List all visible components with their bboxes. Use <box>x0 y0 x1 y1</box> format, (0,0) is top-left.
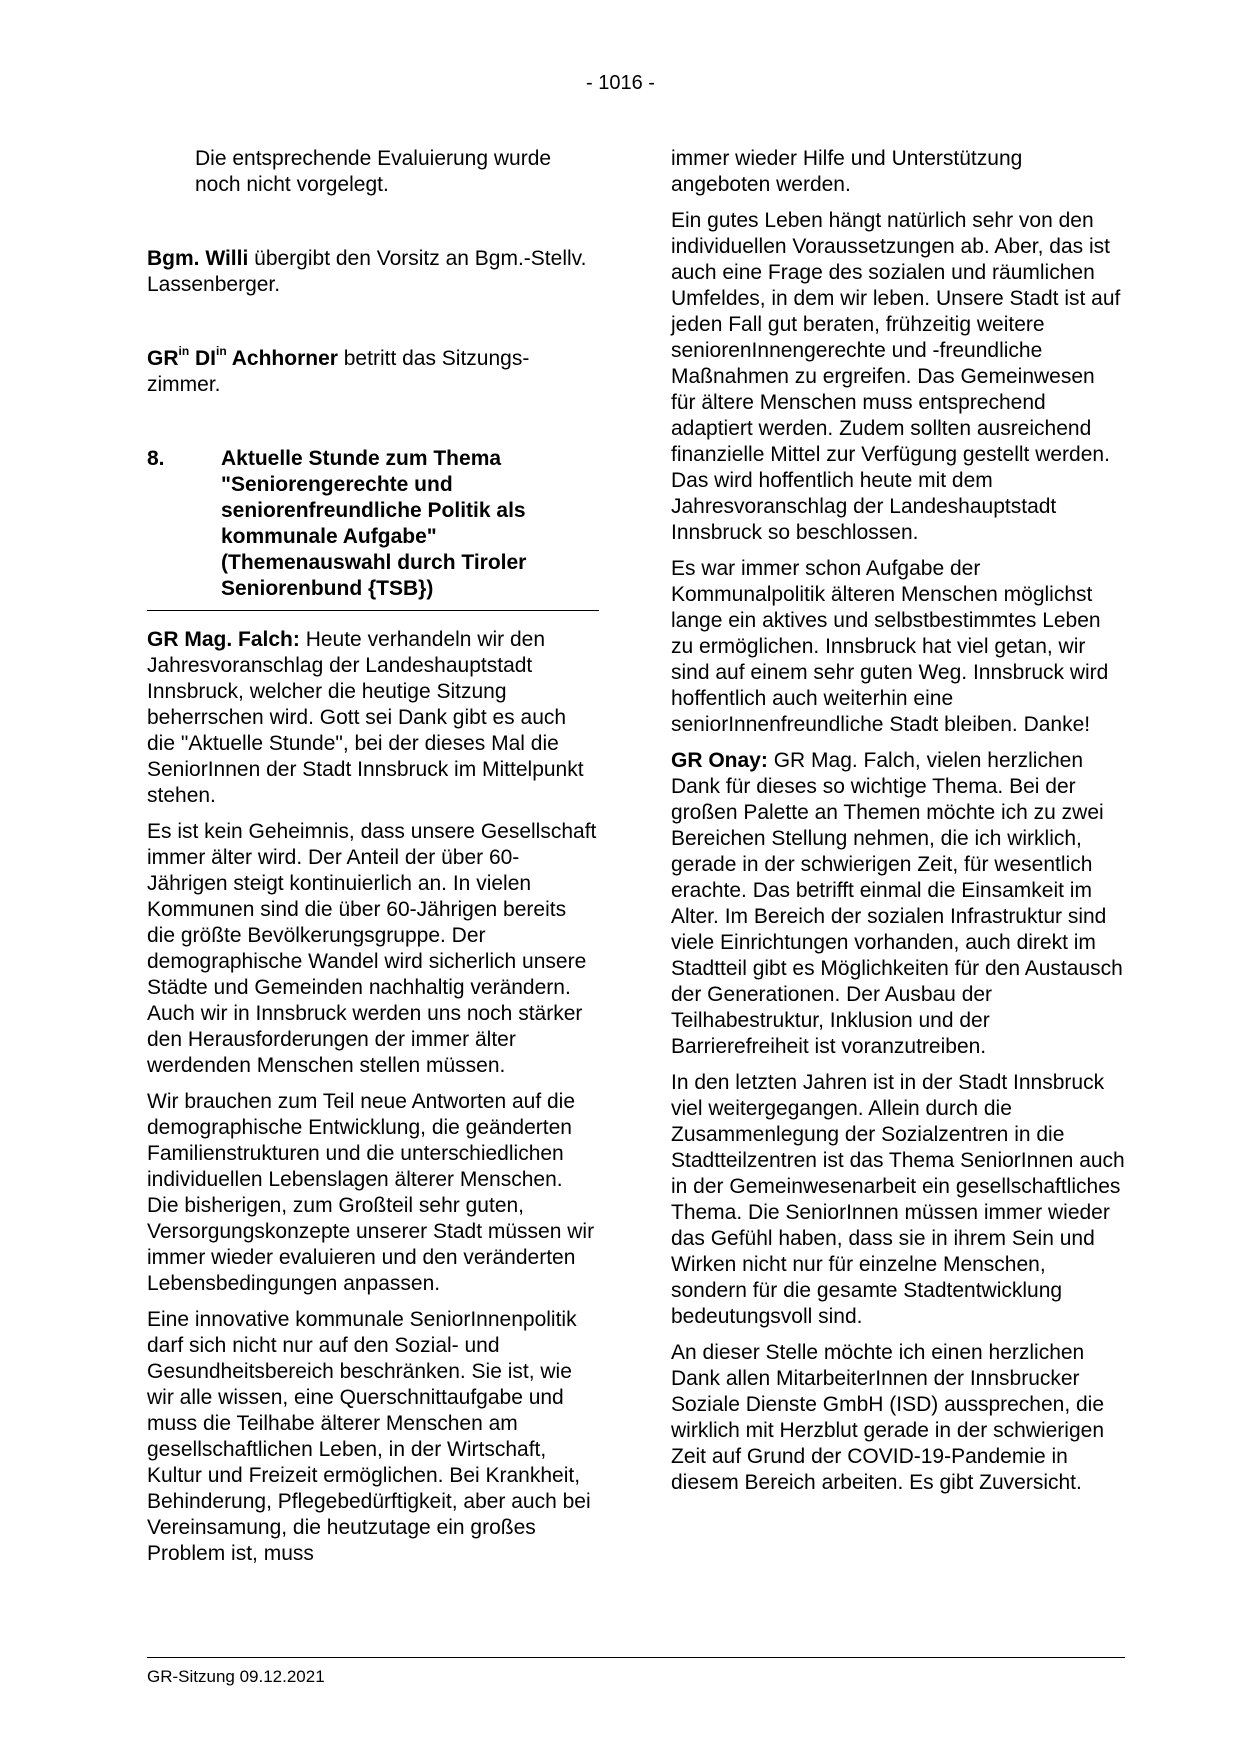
paragraph: An dieser Stelle möchte ich einen herzlichen Dank allen MitarbeiterInnen der Innsbrucker Soziale Dienste GmbH (ISD) aussprechen, die wirklich mit Herzblut gerade in der schwierigen Zeit auf Grund der COVID-19-Pandemie in diesem Bereich arbeiten. Es gibt Zuversicht. <box>671 1341 1105 1494</box>
speech-falch-intro <box>147 627 599 809</box>
paragraph: Es war immer schon Aufgabe der Kommunalpolitik älteren Menschen möglichst lange ein aktives und selbstbestimmtes Leben zu ermöglichen. Innsbruck hat viel getan, wir sind auf einem sehr guten Weg. Innsbruck wird hoffentlich auch weiterhin eine seniorInnenfreundliche Stadt bleiben. Danke! <box>671 557 1109 736</box>
mayor-name: Bgm. Willi <box>147 247 249 270</box>
title-di-sup: in <box>216 344 227 358</box>
paragraph: Es ist kein Geheimnis, dass unsere Gesellschaft immer älter wird. Der Anteil der über 60-Jährigen steigt kontinuierlich an. In vielen Kommunen sind die über 60-Jährigen bereits die größte Bevölkerungsgruppe. Der demographische Wandel wird sicherlich unsere Städte und Gemeinden nachhaltig verändern. Auch wir in Innsbruck werden uns noch stärker den Herausforderungen der immer älter werdenden Menschen stellen müssen. <box>147 820 597 1077</box>
entry-text: betritt das Sitzungs-zimmer. <box>147 347 530 396</box>
footer-text: GR-Sitzung 09.12.2021 <box>147 1667 325 1686</box>
entry-note <box>147 346 599 398</box>
chair-transfer-text: übergibt den Vorsitz an Bgm.-Stellv. Lassenberger. <box>147 247 587 296</box>
speaker-onay: GR Onay: <box>671 749 768 772</box>
speaker-falch: GR Mag. Falch: <box>147 628 300 651</box>
speech-text: GR Mag. Falch, vielen herzlichen Dank für dieses so wichtige Thema. Bei der großen Palette an Themen möchte ich zu zwei Bereichen Stellung nehmen, die ich wirklich, gerade in der schwierigen Zeit, für wesentlich erachte. Das betrifft einmal die Einsamkeit im Alter. Im Bereich der sozialen Infrastruktur sind viele Einrichtungen vorhanden, auch direkt im Stadtteil gibt es Möglichkeiten für den Austausch der Generationen. Der Ausbau der Teilhabestruktur, Inklusion und der Barrierefreiheit ist voranzutreiben. <box>671 749 1123 1058</box>
agenda-title: Aktuelle Stunde zum Thema "Seniorengerechte und seniorenfreundliche Politik als kommunale Aufgabe" (Themenauswahl durch Tiroler Seniorenbund {TSB}) <box>221 447 527 600</box>
paragraph: Ein gutes Leben hängt natürlich sehr von den individuellen Voraussetzungen ab. Aber, das ist auch eine Frage des sozialen und räumlichen Umfeldes, in dem wir leben. Unsere Stadt ist auf jeden Fall gut beraten, frühzeitig weitere seniorenInnengerechte und -freundliche Maßnahmen zu ergreifen. Das Gemeinwesen für ältere Menschen muss entsprechend adaptiert werden. Zudem sollten ausreichend finanzielle Mittel zur Verfügung gestellt werden. Das wird hoffentlich heute mit dem Jahresvoranschlag der Landeshauptstadt Innsbruck so beschlossen. <box>671 209 1121 544</box>
chair-transfer-note <box>147 246 599 298</box>
left-column <box>147 146 599 1577</box>
agenda-number: 8. <box>147 447 165 470</box>
councillor-name: Achhorner <box>226 347 338 370</box>
paragraph: Eine innovative kommunale SeniorInnenpolitik darf sich nicht nur auf den Sozial- und Gesundheitsbereich beschränken. Sie ist, wie wir alle wissen, eine Querschnittaufgabe und muss die Teilhabe älterer Menschen am gesellschaftlichen Leben, in der Wirtschaft, Kultur und Freizeit ermöglichen. Bei Krankheit, Behinderung, Pflegebedürftigkeit, aber auch bei Vereinsamung, die heutzutage ein großes Problem ist, muss <box>147 1308 591 1565</box>
evaluation-note: Die entsprechende Evaluierung wurde noch nicht vorgelegt. <box>195 147 552 196</box>
agenda-item <box>147 446 599 611</box>
right-column <box>671 146 1125 1506</box>
speech-onay-intro <box>671 748 1125 1060</box>
footer-divider <box>147 1657 1125 1658</box>
page-number: - 1016 - <box>586 72 655 94</box>
title-di: DI <box>189 347 217 370</box>
paragraph: Wir brauchen zum Teil neue Antworten auf die demographische Entwicklung, die geänderten Familienstrukturen und die unterschiedlichen individuellen Lebenslagen älterer Menschen. Die bisherigen, zum Großteil sehr guten, Versorgungskonzepte unserer Stadt müssen wir immer wieder evaluieren und den veränderten Lebensbedingungen anpassen. <box>147 1090 595 1295</box>
title-gr-sup: in <box>178 344 190 358</box>
speech-text: Heute verhandeln wir den Jahresvoranschlag der Landeshauptstadt Innsbruck, welcher die heutige Sitzung beherrschen wird. Gott sei Dank gibt es auch die "Aktuelle Stunde", bei der dieses Mal die SeniorInnen der Stadt Innsbruck im Mittelpunkt stehen. <box>147 628 584 807</box>
paragraph: In den letzten Jahren ist in der Stadt Innsbruck viel weitergegangen. Allein durch die Zusammenlegung der Sozialzentren in die Stadtteilzentren ist das Thema SeniorInnen auch in der Gemeinwesenarbeit ein gesellschaftliches Thema. Die SeniorInnen müssen immer wieder das Gefühl haben, dass sie in ihrem Sein und Wirken nicht nur für einzelne Menschen, sondern für die gesamte Stadtentwicklung bedeutungsvoll sind. <box>671 1071 1125 1328</box>
title-gr: GR <box>147 347 179 370</box>
paragraph: immer wieder Hilfe und Unterstützung angeboten werden. <box>671 147 1023 196</box>
